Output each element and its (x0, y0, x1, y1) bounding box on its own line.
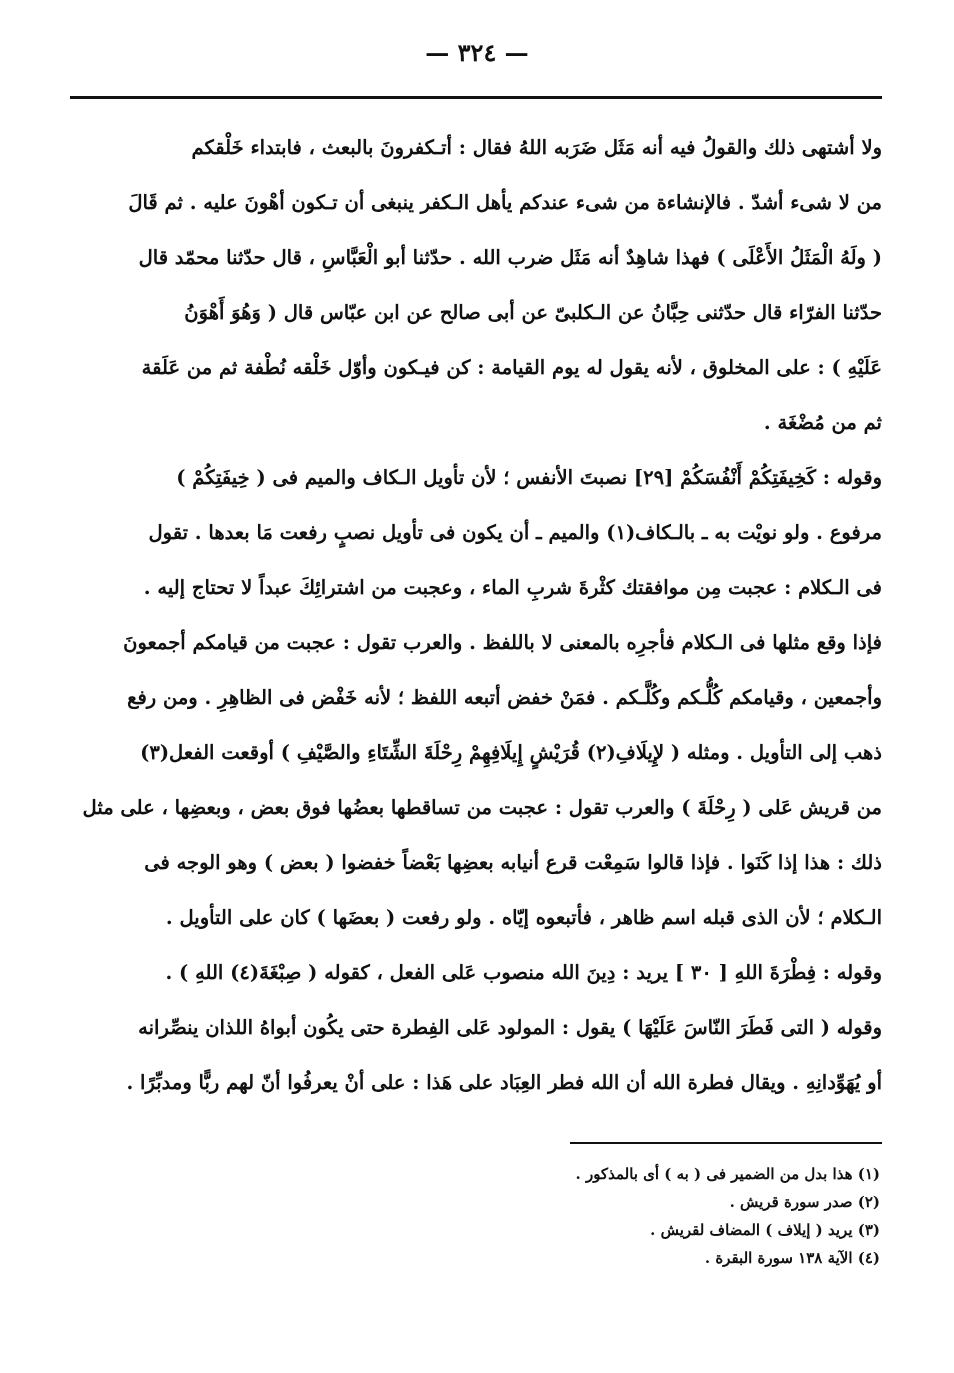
footnote-rule (570, 1142, 882, 1144)
body-text (72, 120, 882, 1110)
text-line: من لا شىء أشدّ . فالإنشاءة من شىء عندكم يأهل الـكفر ينبغى أن تـكون أهْونَ عليه . ثم قَالَ (128, 191, 882, 214)
text-line: ذهب إلى التأويل . ومثله ( لإِيلَافِ(٢) قُرَيْشٍ إِيلَافِهِمْ رِحْلَةَ الشِّتَاءِ والصَّيْفِ ) أوقعت الفعل(٣) (140, 741, 882, 764)
footnotes (300, 1160, 880, 1272)
header-rule (70, 96, 882, 99)
page-number: — ٣٢٤ — (425, 38, 529, 67)
text-line: ( ولَهُ الْمَثَلُ الأَعْلَى ) فهذا شاهِدٌ أنه مَثَل ضرب الله . حدّثنا أبو الْعَبَّاسِ ، قال حدّثنا محمّد قال (138, 246, 882, 269)
footnote: (٢) صدر سورة قريش . (729, 1193, 880, 1211)
text-line: من قريش عَلى ( رِحْلَةَ ) والعرب تقول : عجبت من تساقطها بعضُها فوق بعض ، وبعضِها ، على مثل (82, 796, 882, 819)
text-line: وقوله : فِطْرَةَ اللهِ [ ٣٠ ] يريد : دِينَ الله منصوب عَلى الفعل ، كقوله ( صِبْغَةَ(٤) اللهِ ) . (165, 961, 882, 984)
text-line: وقوله : كَخِيفَتِكُمْ أَنْفُسَكُمْ [٢٩] نصبتَ الأنفس ؛ لأن تأويل الـكاف والميم فى ( خِيفَتِكُمْ ) (176, 466, 882, 489)
text-line: الـكلام ؛ لأن الذى قبله اسم ظاهر ، فأتبعوه إيّاه . ولو رفعت ( بعضَها ) كان على التأويل . (165, 906, 882, 929)
text-line: عَلَيْهِ ) : على المخلوق ، لأنه يقول له يوم القيامة : كن فيـكون وأوّل خَلْقه نُطْفة ثم من عَلَقة (141, 356, 882, 379)
text-line: مرفوع . ولو نويْت به ـ بالـكاف(١) والميم ـ أن يكون فى تأويل نصبٍ رفعت مَا بعدها . تقول (148, 521, 882, 544)
text-line: حدّثنا الفرّاء قال حدّثنى حِبَّانُ عن الـكلبىّ عن أبى صالح عن ابن عبّاس قال ( وَهُوَ أَهْوَنُ (184, 301, 882, 324)
text-line: أو يُهَوِّدانِهِ . ويقال فطرة الله أن الله فطر العِبَاد على هَذا : على أنْ يعرفُوا أنّ لهم ربًّا ومدبِّرًا . (126, 1071, 882, 1094)
text-line: وأجمعين ، وقيامكم كُلُّـكم وكُلَّـكم . فمَنْ خفض أتبعه اللفظ ؛ لأنه خَفْض فى الظاهِرِ . ومن رفع (127, 686, 882, 709)
text-line: فى الـكلام : عجبت مِن موافقتك كثْرةَ شربِ الماء ، وعجبت من اشترائِكَ عبداً لا تحتاج إليه . (143, 576, 882, 599)
text-line: ثم من مُضْغَة . (763, 411, 882, 434)
footnote: (٤) الآية ١٣٨ سورة البقرة . (704, 1249, 880, 1267)
text-line: وقوله ( التى فَطَرَ النّاسَ عَلَيْهَا ) يقول : المولود عَلى الفِطرة حتى يكُون أبواهُ اللذان ينصِّرانه (138, 1016, 882, 1039)
text-line: فإذا وقع مثلها فى الـكلام فأجرِه بالمعنى لا باللفظ . والعرب تقول : عجبت من قيامكم أجمعونَ (123, 631, 882, 654)
text-line: ولا أشتهى ذلك والقولُ فيه أنه مَثَل ضَرَبه اللهُ فقال : أتـكفرونَ بالبعث ، فابتداء خَلْقكم (191, 136, 882, 159)
footnote: (١) هذا بدل من الضمير فى ( به ) أى بالمذكور . (575, 1165, 880, 1183)
text-line: ذلك : هذا إذا كَنَوا . فإذا قالوا سَمِعْت قرع أنيابه بعضِها بَعْضاً خفضوا ( بعض ) وهو الوجه فى (144, 851, 882, 874)
footnote: (٣) يريد ( إيلاف ) المضاف لقريش . (650, 1221, 880, 1239)
